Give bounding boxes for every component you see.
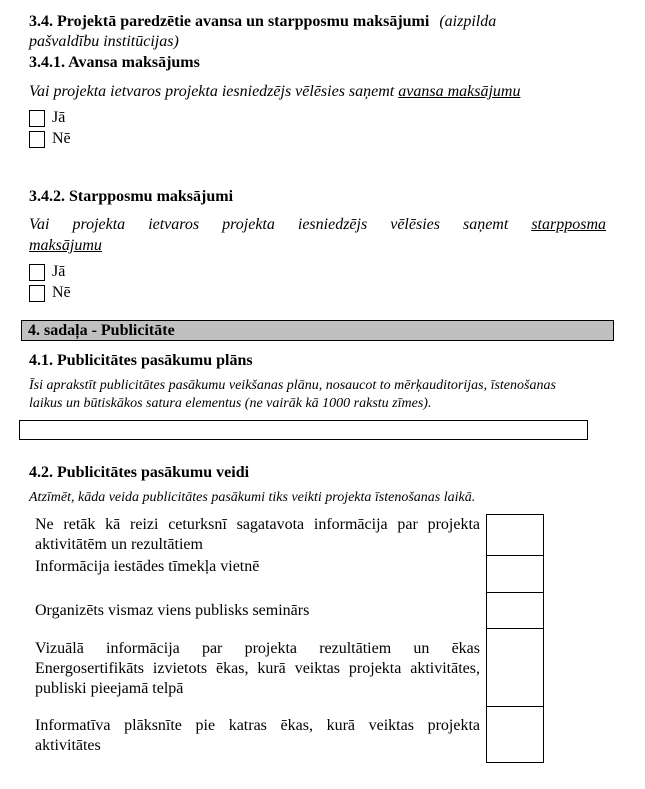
interim-question-line1	[29, 213, 606, 236]
publicity-type-label: Informācija iestādes tīmekļa vietnē	[35, 558, 260, 575]
section-3-4-note: (aizpilda	[439, 13, 497, 30]
publicity-type-checkbox-3[interactable]	[486, 592, 544, 629]
interim-question-link2: maksājumu	[29, 237, 102, 254]
publicity-type-label: Organizēts vismaz viens publisks seminārs	[35, 602, 310, 619]
section-3-4-note-line2: pašvaldību institūcijas)	[29, 33, 179, 50]
publicity-type-checkbox-2[interactable]	[486, 555, 544, 593]
advance-question-text: Vai projekta ietvaros projekta iesniedzējs vēlēsies saņemt	[29, 83, 395, 100]
publicity-type-label: Vizuālā informācija par projekta rezultātiem un ēkas Energosertifikāts izvietots ēkas, kurā veiktas projekta aktivitātes, publiski pieejamā telpā	[35, 640, 480, 697]
advance-no-label: Nē	[52, 130, 71, 147]
advance-no-checkbox[interactable]	[29, 131, 45, 148]
interim-no-label: Nē	[52, 284, 71, 301]
publicity-types-instruction: Atzīmēt, kāda veida publicitātes pasākumi tiks veikti projekta īstenošanas laikā.	[29, 490, 476, 505]
advance-option-no[interactable]	[29, 129, 71, 149]
interim-yes-checkbox[interactable]	[29, 264, 45, 281]
advance-question-link: avansa maksājumu	[398, 83, 521, 100]
section-4-header: 4. sadaļa - Publicitāte	[21, 320, 614, 341]
interim-no-checkbox[interactable]	[29, 285, 45, 302]
section-4-1-title: 4.1. Publicitātes pasākumu plāns	[29, 352, 253, 369]
interim-question-text: Vai projekta ietvaros projekta iesniedzējs vēlēsies saņemt	[29, 216, 509, 233]
section-3-4-2-title: 3.4.2. Starpposmu maksājumi	[29, 188, 234, 205]
section-4-2-title: 4.2. Publicitātes pasākumu veidi	[29, 464, 250, 481]
section-3-4-1-title: 3.4.1. Avansa maksājums	[29, 54, 200, 71]
publicity-type-checkbox-1[interactable]	[486, 514, 544, 556]
interim-option-yes[interactable]	[29, 262, 65, 282]
section-3-4-heading	[29, 12, 589, 31]
interim-yes-label: Jā	[52, 263, 66, 280]
publicity-type-label: Informatīva plāksnīte pie katras ēkas, kurā veiktas projekta aktivitātes	[35, 717, 480, 754]
publicity-plan-instruction-line2: laikus un būtiskākos satura elementus (ne vairāk kā 1000 rakstu zīmes).	[29, 396, 432, 411]
advance-question	[29, 80, 589, 103]
interim-option-no[interactable]	[29, 283, 71, 303]
interim-question-link1: starpposma	[531, 216, 607, 233]
publicity-plan-textbox[interactable]	[19, 420, 588, 440]
section-3-4-title: 3.4. Projektā paredzētie avansa un starpposmu maksājumi	[29, 13, 430, 30]
publicity-type-label: Ne retāk kā reizi ceturksnī sagatavota informācija par projekta aktivitātēm un rezultātiem	[35, 516, 480, 553]
publicity-plan-instruction-line1: Īsi aprakstīt publicitātes pasākumu veikšanas plānu, nosaucot to mērķauditorijas, īstenošanas	[29, 378, 556, 393]
publicity-type-checkbox-4[interactable]	[486, 628, 544, 707]
publicity-type-checkbox-5[interactable]	[486, 706, 544, 763]
advance-option-yes[interactable]	[29, 108, 65, 128]
advance-yes-label: Jā	[52, 109, 66, 126]
advance-yes-checkbox[interactable]	[29, 110, 45, 127]
